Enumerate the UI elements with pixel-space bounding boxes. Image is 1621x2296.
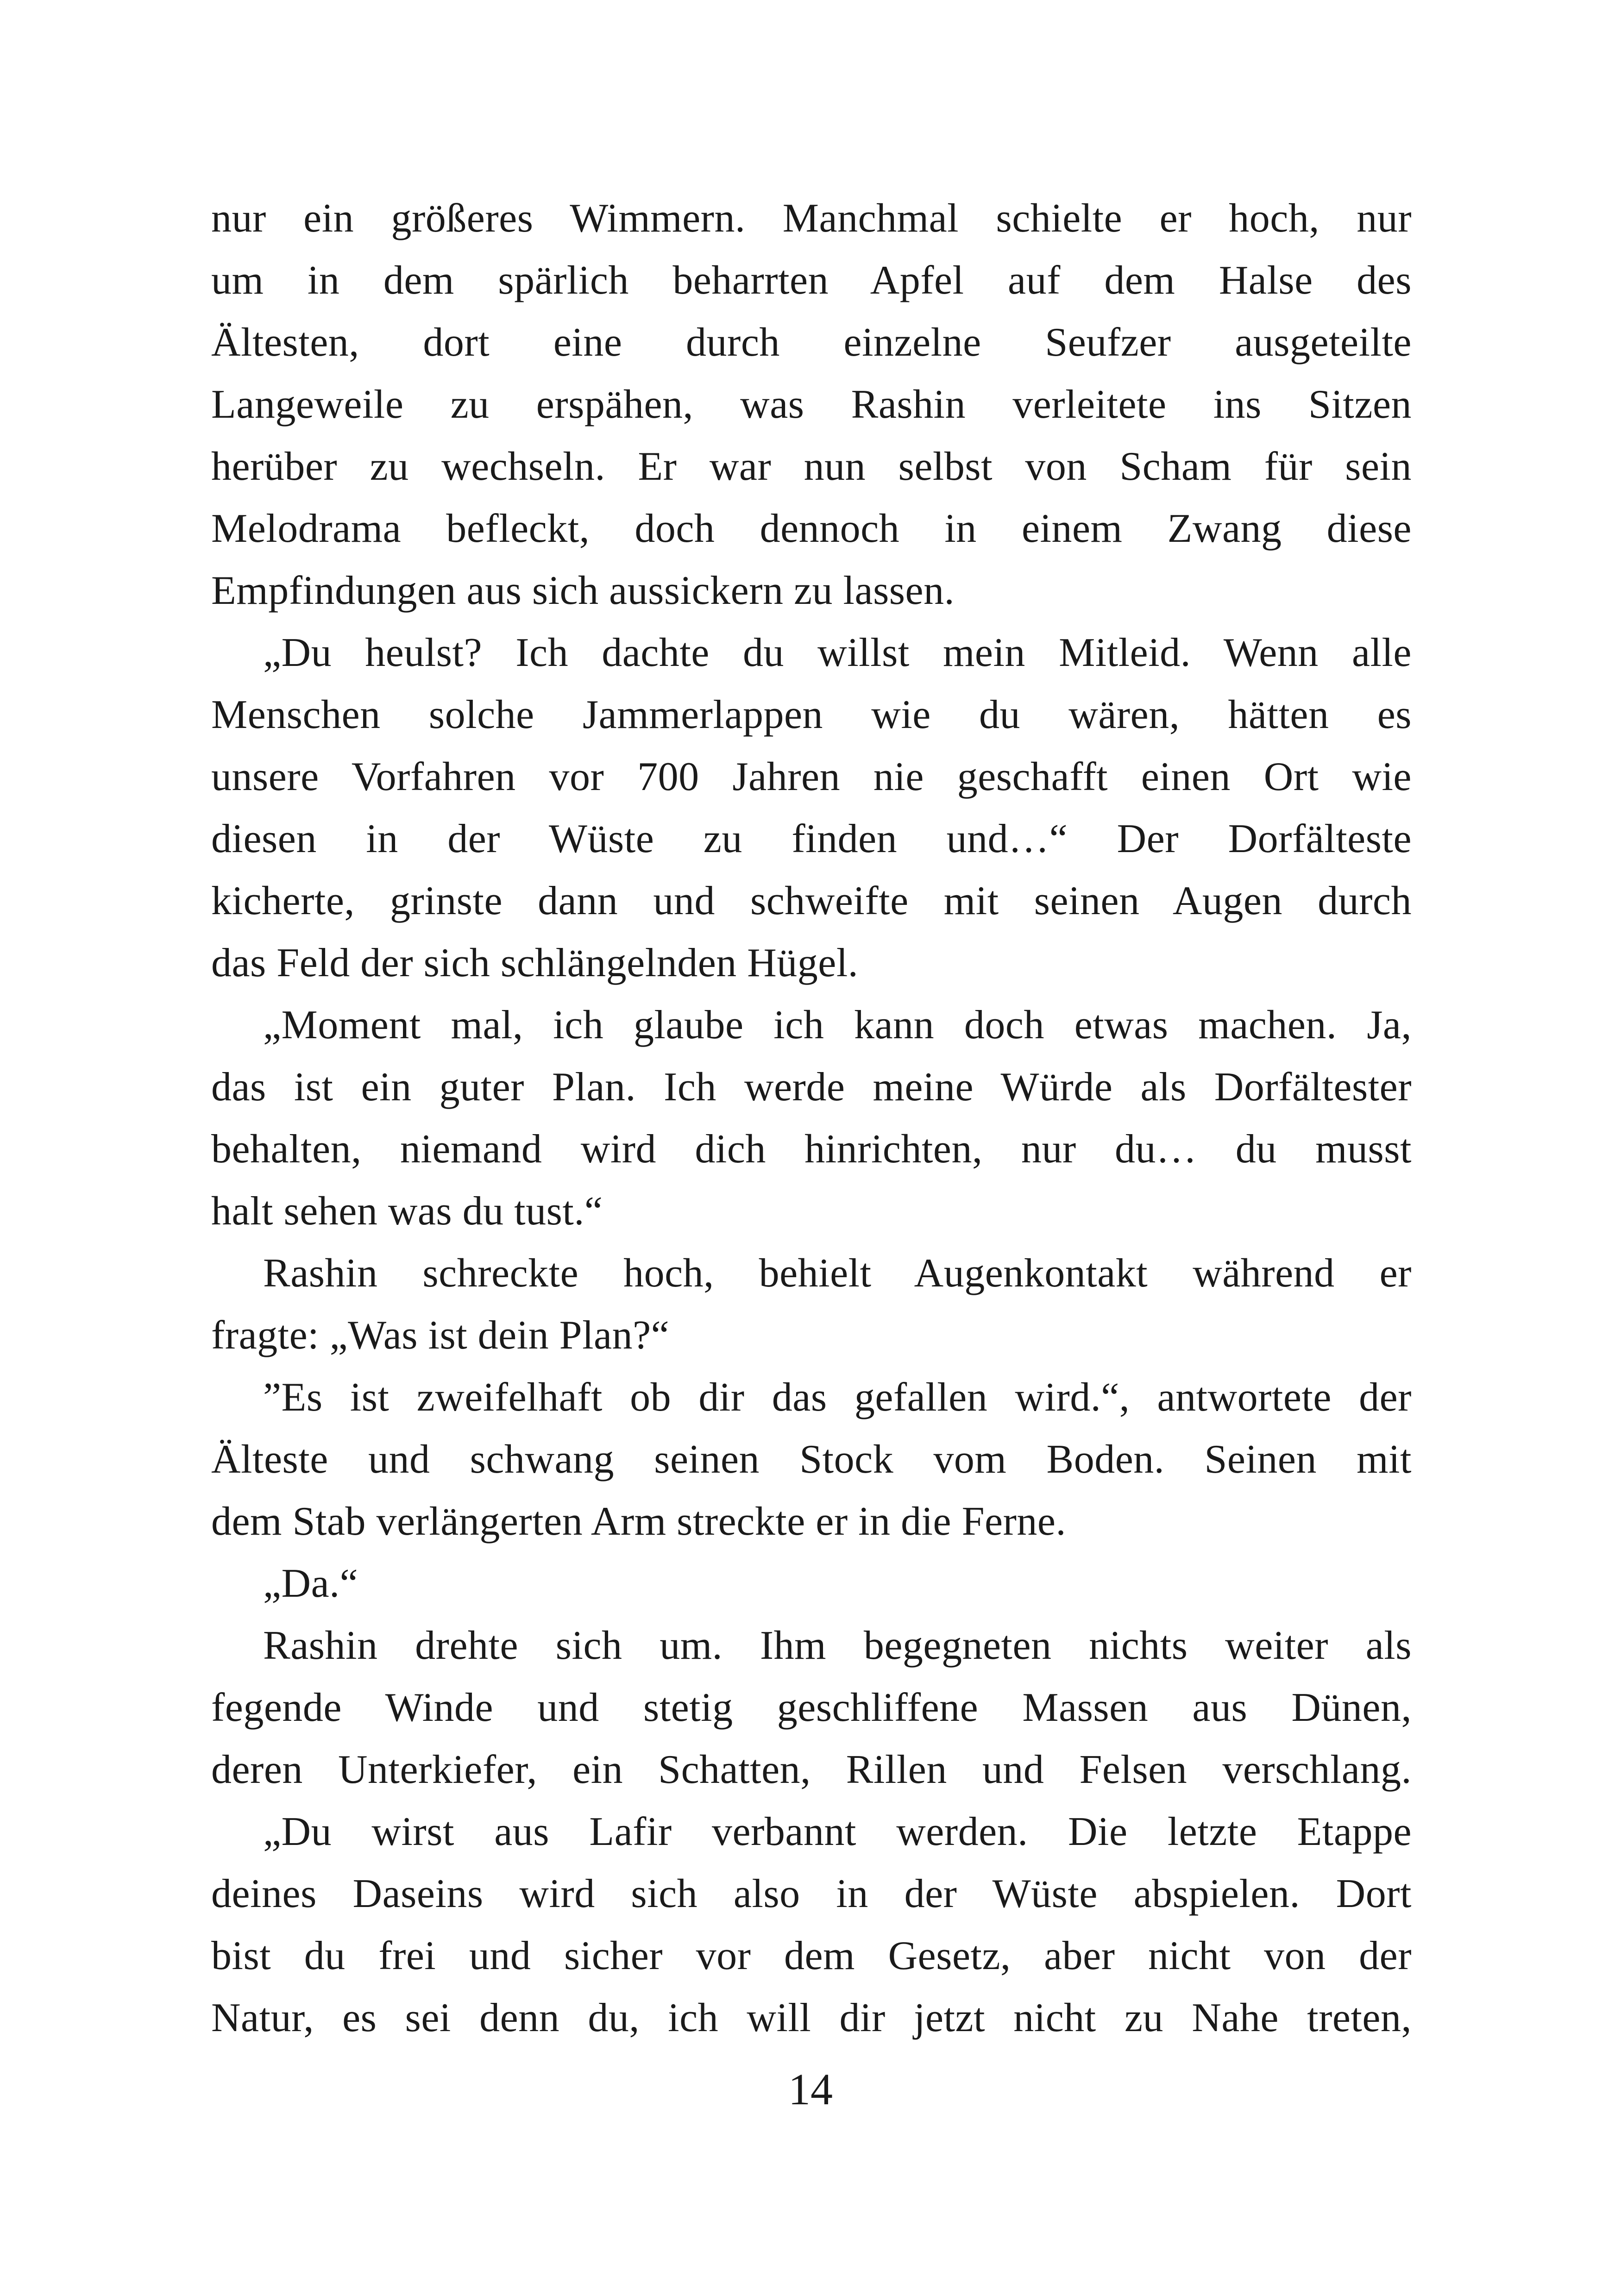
text-line: Rashin drehte sich um. Ihm begegneten nichts weiter als: [263, 1623, 1412, 1668]
text-line: „Du wirst aus Lafir verbannt werden. Die letzte Etappe: [263, 1809, 1412, 1854]
text-line: fragte: „Was ist dein Plan?“: [211, 1313, 670, 1358]
text-line: ”Es ist zweifelhaft ob dir das gefallen wird.“, antwortete der: [263, 1375, 1412, 1420]
text-line: Menschen solche Jammerlappen wie du wären, hätten es: [211, 692, 1412, 737]
text-line: „Moment mal, ich glaube ich kann doch etwas machen. Ja,: [263, 1003, 1412, 1048]
text-line: Empfindungen aus sich aussickern zu lassen.: [211, 568, 955, 613]
text-line: Älteste und schwang seinen Stock vom Boden. Seinen mit: [211, 1437, 1412, 1482]
text-line: unsere Vorfahren vor 700 Jahren nie geschafft einen Ort wie: [211, 754, 1412, 799]
text-line: das Feld der sich schlängelnden Hügel.: [211, 941, 859, 985]
page-number: 14: [788, 2064, 833, 2114]
text-line: nur ein größeres Wimmern. Manchmal schielte er hoch, nur: [211, 196, 1412, 241]
text-line: „Da.“: [263, 1561, 358, 1606]
text-line: deren Unterkiefer, ein Schatten, Rillen und Felsen verschlang.: [211, 1747, 1412, 1792]
text-line: „Du heulst? Ich dachte du willst mein Mitleid. Wenn alle: [263, 630, 1412, 675]
text-line: fegende Winde und stetig geschliffene Massen aus Dünen,: [211, 1685, 1412, 1730]
text-line: das ist ein guter Plan. Ich werde meine Würde als Dorfältester: [211, 1065, 1412, 1110]
text-line: herüber zu wechseln. Er war nun selbst von Scham für sein: [211, 444, 1412, 489]
text-line: Rashin schreckte hoch, behielt Augenkontakt während er: [263, 1251, 1412, 1296]
text-line: deines Daseins wird sich also in der Wüste abspielen. Dort: [211, 1871, 1412, 1916]
text-line: Ältesten, dort eine durch einzelne Seufzer ausgeteilte: [211, 320, 1412, 365]
text-line: kicherte, grinste dann und schweifte mit seinen Augen durch: [211, 878, 1412, 923]
text-line: Melodrama befleckt, doch dennoch in einem Zwang diese: [211, 506, 1412, 551]
text-line: Natur, es sei denn du, ich will dir jetzt nicht zu Nahe treten,: [211, 1995, 1412, 2040]
text-line: Langeweile zu erspähen, was Rashin verleitete ins Sitzen: [211, 382, 1412, 427]
text-line: um in dem spärlich beharrten Apfel auf dem Halse des: [211, 258, 1412, 303]
text-line: bist du frei und sicher vor dem Gesetz, aber nicht von der: [211, 1933, 1412, 1978]
text-line: halt sehen was du tust.“: [211, 1189, 603, 1234]
text-line: behalten, niemand wird dich hinrichten, nur du… du musst: [211, 1127, 1412, 1172]
text-line: dem Stab verlängerten Arm streckte er in die Ferne.: [211, 1499, 1066, 1544]
text-line: diesen in der Wüste zu finden und…“ Der Dorfälteste: [211, 816, 1412, 861]
